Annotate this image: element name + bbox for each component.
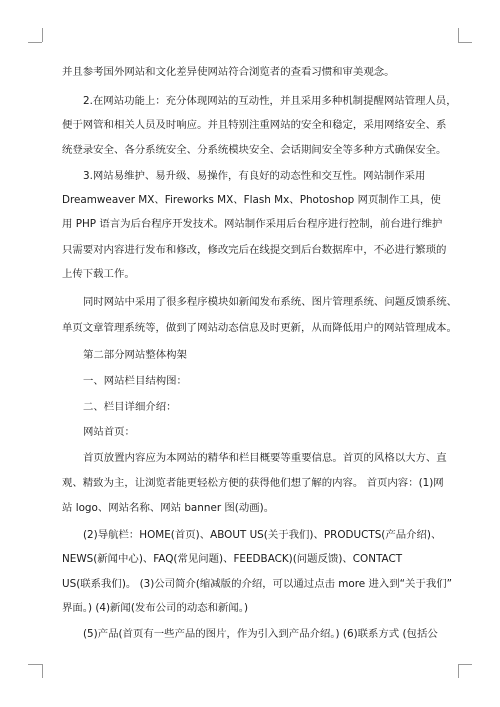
- text-line: (5)产品(首页有一些产品的图片，作为引入到产品介绍。) (6)联系方式 (包括公: [83, 628, 438, 640]
- section-heading: 第二部分网站整体构架: [83, 349, 187, 361]
- text-line: 2.在网站功能上：充分体现网站的互动性，并且采用多种机制提醒网站管理人员，: [83, 95, 457, 107]
- text-line: 观、精致为主，让浏览者能更轻松方便的获得他们想了解的内容。 首页内容：(1)网: [62, 477, 444, 489]
- subsection-heading: 一、网站栏目结构图：: [83, 375, 187, 387]
- crop-mark-top-right-v: [458, 28, 459, 42]
- crop-mark-top-left-v: [42, 28, 43, 42]
- crop-mark-bottom-right-v: [458, 664, 459, 678]
- text-line: 3.网站易维护、易升级、易操作，有良好的动态性和交互性。网站制作采用: [83, 170, 426, 182]
- text-line: 首页放置内容应为本网站的精华和栏目概要等重要信息。首页的风格以大方、直: [83, 452, 447, 464]
- text-line: 便于网管和相关人员及时响应。并且特别注重网站的安全和稳定，采用网络安全、系: [62, 119, 447, 131]
- crop-mark-bottom-left-h: [28, 664, 42, 665]
- subsection-heading: 二、栏目详细介绍：: [83, 401, 177, 413]
- text-line: 站 logo、网站名称、网站 banner 图(动画)。: [62, 502, 275, 514]
- text-line: 并且参考国外网站和文化差异使网站符合浏览者的查看习惯和审美观念。: [62, 66, 395, 78]
- text-line: 统登录安全、各分系统安全、分系统模块安全、会话期间安全等多种方式确保安全。: [62, 144, 447, 156]
- crop-mark-bottom-right-h: [458, 664, 472, 665]
- text-line: 界面。) (4)新闻(发布公司的动态和新闻。): [62, 602, 249, 614]
- text-line: (2)导航栏：HOME(首页)、ABOUT US(关于我们)、PRODUCTS(产品介绍)、: [83, 529, 442, 541]
- text-line: 只需要对内容进行发布和修改，修改完后在线提交到后台数据库中，不必进行繁琐的: [62, 244, 447, 256]
- crop-mark-bottom-left-v: [42, 664, 43, 678]
- crop-mark-top-right-h: [458, 42, 472, 43]
- text-line: 同时网站中采用了很多程序模块如新闻发布系统、图片管理系统、问题反馈系统、: [83, 296, 458, 308]
- text-line: Dreamweaver MX、Fireworks MX、Flash Mx、Photoshop 网页制作工具，使: [62, 194, 441, 206]
- text-line: NEWS(新闻中心)、FAQ(常见问题)、FEEDBACK)(问题反馈)、CONTACT: [62, 553, 403, 565]
- text-line: US(联系我们)。 (3)公司简介(缩减版的介绍，可以通过点击 more 进入到“关于我们”: [62, 578, 452, 590]
- text-line: 用 PHP 语言为后台程序开发技术。网站制作采用后台程序进行控制，前台进行维护: [62, 218, 443, 230]
- text-line: 单页文章管理系统等，做到了网站动态信息及时更新，从而降低用户的网站管理成本。: [62, 322, 457, 334]
- crop-mark-top-left-h: [28, 42, 42, 43]
- subsection-heading: 网站首页：: [83, 426, 135, 438]
- text-line: 上传下载工作。: [62, 268, 135, 280]
